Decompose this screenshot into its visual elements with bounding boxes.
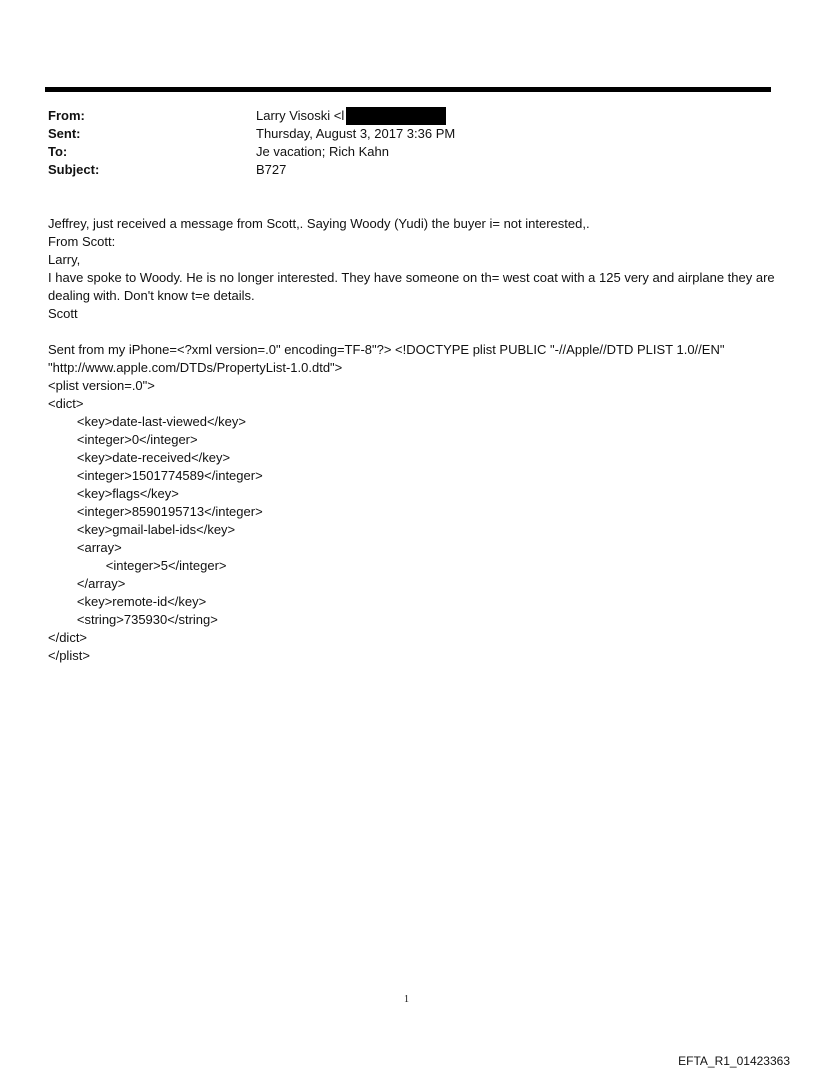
plist-line: <dict> (48, 396, 84, 411)
to-value: Je vacation; Rich Kahn (256, 144, 389, 159)
from-value (256, 107, 446, 125)
sent-label: Sent: (48, 126, 81, 141)
from-label: From: (48, 108, 85, 123)
blank-line (48, 323, 778, 341)
plist-line: </dict> (48, 630, 88, 645)
email-body (48, 215, 778, 665)
plist-line: <integer>5</integer> (48, 558, 227, 573)
plist-line: </plist> (48, 648, 90, 663)
plist-line: <integer>1501774589</integer> (48, 468, 263, 483)
plist-line: <key>gmail-label-ids</key> (48, 522, 236, 537)
plist-line: <integer>8590195713</integer> (48, 504, 263, 519)
body-paragraph: Scott (48, 306, 78, 321)
body-paragraph: I have spoke to Woody. He is no longer interested. They have someone on th= west coat with a 125 very and airplane they are dealing with. Don't know t=e details. (48, 270, 775, 303)
page-number: 1 (404, 994, 409, 1005)
to-label: To: (48, 144, 68, 159)
plist-line: <integer>0</integer> (48, 432, 198, 447)
plist-line: <array> (48, 540, 122, 555)
body-paragraph: From Scott: (48, 234, 116, 249)
plist-line: <string>735930</string> (48, 612, 218, 627)
plist-line: </array> (48, 576, 126, 591)
body-paragraph: Jeffrey, just received a message from Scott,. Saying Woody (Yudi) the buyer i= not interested,. (48, 216, 590, 231)
body-paragraph: Larry, (48, 252, 81, 267)
plist-line: <plist version=.0"> (48, 378, 155, 393)
header-rule (45, 87, 771, 92)
sent-value: Thursday, August 3, 2017 3:36 PM (256, 126, 456, 141)
from-value-text: Larry Visoski <l (256, 108, 345, 123)
subject-value: B727 (256, 162, 287, 177)
redaction-block (346, 107, 446, 125)
plist-line: <key>date-last-viewed</key> (48, 414, 246, 429)
subject-label: Subject: (48, 162, 100, 177)
body-paragraph: Sent from my iPhone=<?xml version=.0" encoding=TF-8"?> <!DOCTYPE plist PUBLIC "-//Apple//DTD PLIST 1.0//EN" "http://www.apple.com/DTDs/PropertyList-1.0.dtd"> (48, 342, 725, 375)
plist-line: <key>flags</key> (48, 486, 179, 501)
plist-line: <key>date-received</key> (48, 450, 231, 465)
plist-line: <key>remote-id</key> (48, 594, 207, 609)
document-id: EFTA_R1_01423363 (678, 1054, 790, 1068)
